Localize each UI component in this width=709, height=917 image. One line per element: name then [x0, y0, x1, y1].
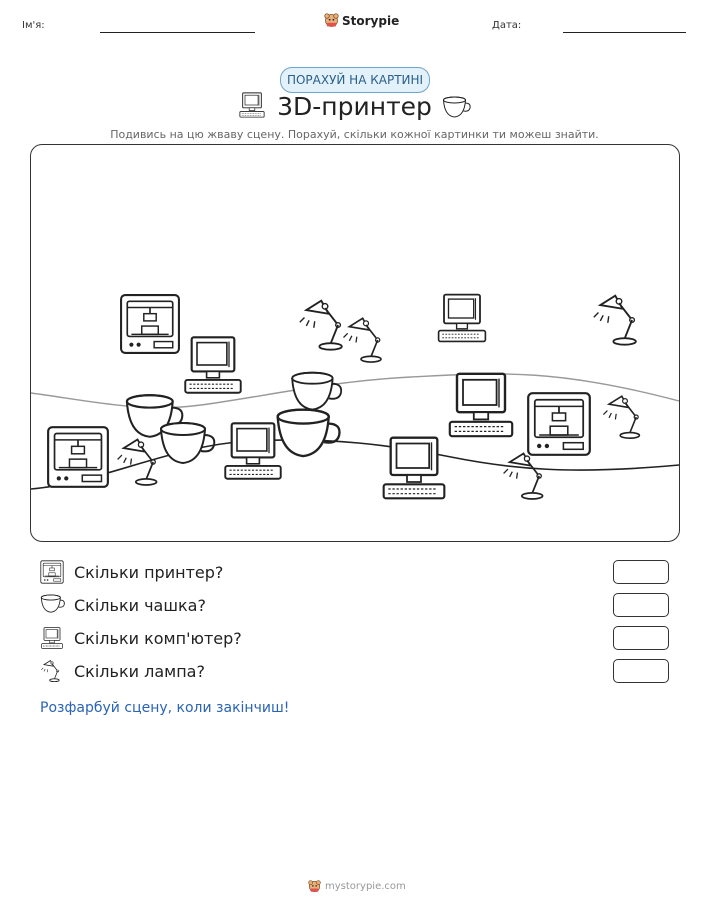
computer-icon — [384, 438, 445, 499]
coloring-note: Розфарбуй сцену, коли закінчиш! — [40, 700, 290, 716]
printer-icon — [121, 295, 179, 353]
answer-box-cups[interactable] — [613, 593, 669, 617]
footer-brand — [308, 880, 406, 893]
brand-name: Storypie — [342, 13, 400, 28]
lamp-icon — [504, 453, 543, 499]
cup-icon — [292, 373, 341, 410]
computer-icon — [439, 295, 486, 342]
scene-drawing — [31, 145, 679, 541]
lamp-icon — [118, 439, 157, 485]
answer-box-computers[interactable] — [613, 626, 669, 650]
cup-icon — [442, 95, 472, 120]
cup-icon — [161, 423, 214, 463]
question-text: Скільки чашка? — [74, 596, 206, 615]
cup-icon — [40, 593, 66, 615]
mascot-icon — [324, 13, 339, 28]
lamp-icon — [40, 659, 64, 683]
footer-url: mystorypie.com — [325, 881, 406, 892]
answer-box-lamps[interactable] — [613, 659, 669, 683]
printer-icon — [528, 393, 590, 455]
question-computers — [40, 626, 670, 652]
computer-icon — [185, 337, 240, 392]
computer-icon — [40, 626, 64, 650]
mascot-icon — [308, 880, 321, 893]
question-text: Скільки принтер? — [74, 563, 224, 582]
printer-3d-icon — [40, 560, 64, 584]
task-badge: ПОРАХУЙ НА КАРТИНІ — [280, 67, 430, 93]
computer-icon — [450, 374, 512, 436]
page-title: 3D-принтер — [277, 92, 432, 121]
lamp-icon — [300, 301, 342, 350]
date-label: Дата: — [492, 20, 522, 31]
question-text: Скільки лампа? — [74, 662, 205, 681]
date-line[interactable] — [563, 32, 686, 33]
question-printers — [40, 560, 670, 586]
lamp-icon — [594, 296, 636, 345]
cup-icon — [278, 410, 340, 456]
brand-logo — [324, 13, 399, 28]
question-text: Скільки комп'ютер? — [74, 629, 242, 648]
computer-icon — [225, 423, 280, 478]
question-cups — [40, 593, 670, 619]
answer-box-printers[interactable] — [613, 560, 669, 584]
name-label: Ім'я: — [22, 20, 45, 31]
name-line[interactable] — [100, 32, 255, 33]
question-lamps — [40, 659, 670, 685]
counting-scene — [30, 144, 680, 542]
instructions: Подивись на цю жваву сцену. Порахуй, скільки кожної картинки ти можеш знайти. — [110, 128, 599, 141]
lamp-icon — [344, 318, 382, 362]
lamp-icon — [603, 396, 639, 438]
printer-icon — [48, 427, 108, 487]
